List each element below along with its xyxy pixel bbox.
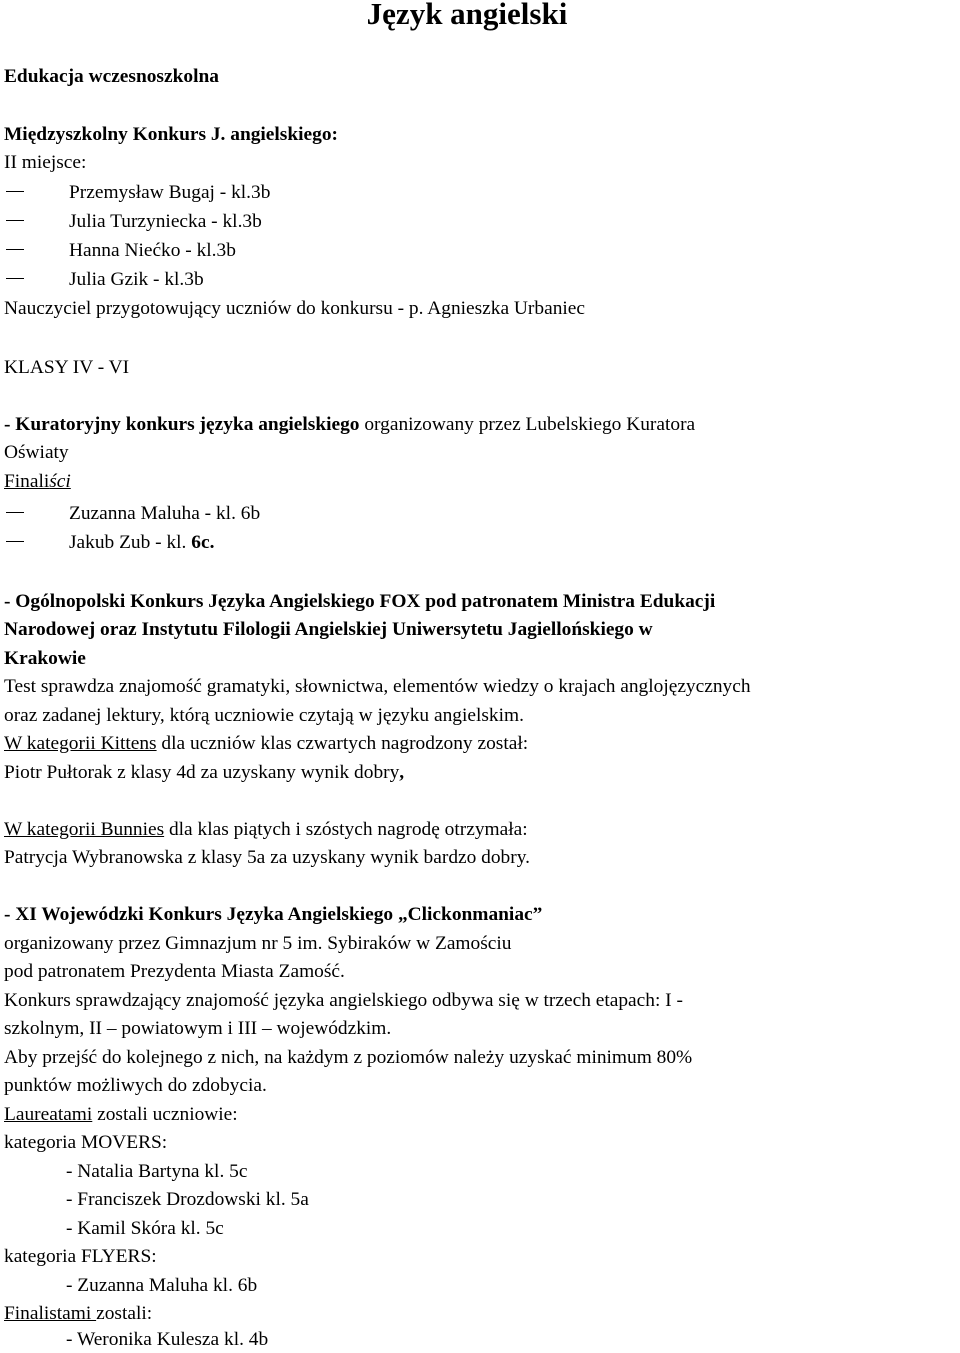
contest3-desc-line2: oraz zadanej lektury, którą uczniowie czytają w języku angielskim. (4, 705, 524, 726)
contest3-bunnies: W kategorii Bunnies dla klas piątych i szóstych nagrodę otrzymała: (4, 819, 528, 840)
contest4-desc-line1: Konkurs sprawdzający znajomość języka angielskiego odbywa się w trzech etapach: I - (4, 990, 683, 1011)
contest4-org-line1: organizowany przez Gimnazjum nr 5 im. Sybiraków w Zamościu (4, 933, 512, 954)
contest4-laureates: Laureatami zostali uczniowie: (4, 1104, 238, 1125)
list-item: Julia Gzik - kl.3b (4, 267, 204, 293)
contest4-movers-label: kategoria MOVERS: (4, 1132, 168, 1153)
list-item: - Natalia Bartyna kl. 5c (66, 1161, 248, 1182)
list-item: - Zuzanna Maluha kl. 6b (66, 1275, 258, 1296)
list-item: Jakub Zub - kl. 6c. (4, 530, 214, 556)
section-classes: KLASY IV - VI (4, 357, 130, 378)
contest2-heading-line2: Oświaty (4, 442, 69, 463)
contest4-desc-line3: Aby przejść do kolejnego z nich, na każdym z poziomów należy uzyskać minimum 80% (4, 1047, 693, 1068)
contest1-heading: Międzyszkolny Konkurs J. angielskiego: (4, 124, 338, 145)
contest4-desc-line4: punktów możliwych do zdobycia. (4, 1075, 267, 1096)
contest1-teacher: Nauczyciel przygotowujący uczniów do konkursu - p. Agnieszka Urbaniec (4, 298, 585, 319)
contest3-kittens: W kategorii Kittens dla uczniów klas czwartych nagrodzony został: (4, 733, 529, 754)
list-item: - Franciszek Drozdowski kl. 5a (66, 1189, 309, 1210)
list-item: Zuzanna Maluha - kl. 6b (4, 501, 260, 527)
contest3-heading-line3: Krakowie (4, 648, 86, 669)
list-item: - Kamil Skóra kl. 5c (66, 1218, 224, 1239)
contest3-bunnies-winner: Patrycja Wybranowska z klasy 5a za uzyskany wynik bardzo dobry. (4, 847, 530, 868)
contest4-desc-line2: szkolnym, II – powiatowym i III – wojewódzkim. (4, 1018, 392, 1039)
list-item: - Weronika Kulesza kl. 4b (66, 1329, 269, 1350)
dash-bullet (6, 512, 24, 513)
dash-bullet (6, 249, 24, 250)
dash-bullet (6, 220, 24, 221)
contest2-heading: - Kuratoryjny konkurs języka angielskiego organizowany przez Lubelskiego Kuratora (4, 414, 696, 435)
dash-bullet (6, 191, 24, 192)
dash-bullet (6, 541, 24, 542)
list-item: Julia Turzyniecka - kl.3b (4, 209, 262, 235)
contest1-place: II miejsce: (4, 152, 87, 173)
contest3-heading-line1: - Ogólnopolski Konkurs Języka Angielskiego FOX pod patronatem Ministra Edukacji (4, 591, 716, 612)
contest3-kittens-winner: Piotr Pułtorak z klasy 4d za uzyskany wynik dobry, (4, 762, 405, 783)
section-early-education: Edukacja wczesnoszkolna (4, 66, 219, 87)
contest3-heading-line2: Narodowej oraz Instytutu Filologii Angielskiej Uniwersytetu Jagiellońskiego w (4, 619, 653, 640)
list-item: Hanna Niećko - kl.3b (4, 238, 236, 264)
dash-bullet (6, 278, 24, 279)
contest4-finalists: Finalistami zostali: (4, 1303, 153, 1324)
list-item: Przemysław Bugaj - kl.3b (4, 180, 270, 206)
contest4-org-line2: pod patronatem Prezydenta Miasta Zamość. (4, 961, 345, 982)
contest4-heading: - XI Wojewódzki Konkurs Języka Angielskiego „Clickonmaniac” (4, 904, 543, 925)
page-title: Język angielski (366, 0, 568, 31)
contest3-desc-line1: Test sprawdza znajomość gramatyki, słownictwa, elementów wiedzy o krajach anglojęzycznych (4, 676, 751, 697)
contest4-flyers-label: kategoria FLYERS: (4, 1246, 157, 1267)
contest2-finalists-label: Finaliści (4, 471, 71, 492)
